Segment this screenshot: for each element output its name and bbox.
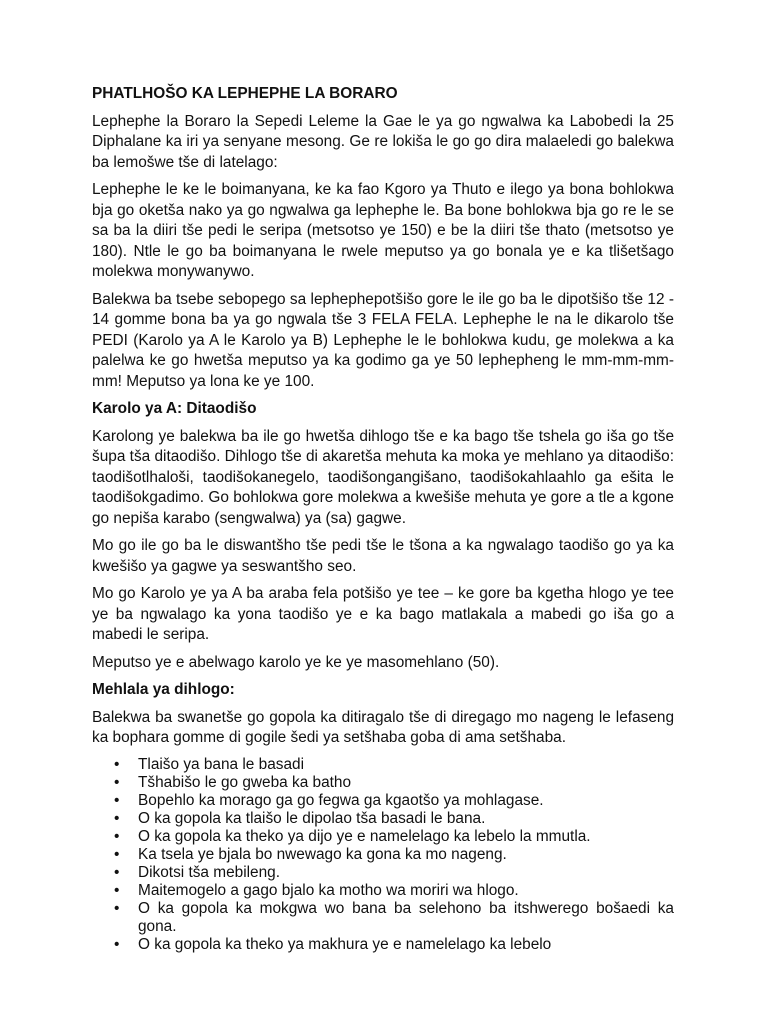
intro-paragraph-3: Balekwa ba tsebe sebopego sa lephephepotšišo gore le ile go ba le dipotšišo tše 12 - 14 gomme bona ba ya go ngwala tše 3 FELA FELA. Lephephe le na le dikarolo tše PEDI (Karolo ya A le Karolo ya B) Lephephe le le bohlokwa kudu, ge molekwa a ka palelwa ke go hwetša meputso ya ka godimo ga ye 50 lephepheng le mm-mm-mm-mm! Meputso ya lona ke ye 100. — [92, 290, 674, 390]
bullet-icon: • — [114, 881, 120, 899]
list-item-text: Ka tsela ye bjala bo nwewago ka gona ka mo nageng. — [138, 845, 507, 863]
list-item — [92, 810, 674, 828]
list-item-text: O ka gopola ka mokgwa wo bana ba selehono ba itshwerego bošaedi ka gona. — [138, 899, 674, 935]
list-item-text: O ka gopola ka theko ya makhura ye e namelelago ka lebelo — [138, 935, 552, 953]
intro-paragraph-1: Lephephe la Boraro la Sepedi Leleme la Gae le ya go ngwalwa ka Labobedi la 25 Diphalane ka iri ya senyane mesong. Ge re lokiša le go go dira malaeledi go balekwa ba lemošwe tše di latelago: — [92, 112, 674, 171]
list-item-text: O ka gopola ka theko ya dijo ye e namelelago ka lebelo la mmutla. — [138, 827, 591, 845]
section-a-heading: Karolo ya A: Ditaodišo — [92, 400, 257, 417]
topics-intro: Balekwa ba swanetše go gopola ka ditiragalo tše di diregago mo nageng le lefaseng ka bophara gomme di gogile šedi ya setšhaba goba di ama setšhaba. — [92, 708, 674, 746]
list-item — [92, 792, 674, 810]
intro-paragraph-2: Lephephe le ke le boimanyana, ke ka fao Kgoro ya Thuto e ilego ya bona bohlokwa bja go oketša nako ya go ngwalwa ga lephephe le. Ba bone bohlokwa bja go re le se sa ba la diiri tše pedi le seripa (metsotso ye 150) e be la diiri tše thato (metsotso ye 180). Ntle le go ba boimanyana le rwele meputso ya go bonala ye e ka tlišetšago molekwa monywanywo. — [92, 181, 674, 280]
list-item — [92, 882, 674, 900]
list-item — [92, 900, 674, 936]
section-a-paragraph-2: Mo go ile go ba le diswantšho tše pedi tše le tšona a ka ngwalago taodišo go ya ka kwešišo ya gagwe ya seswantšho seo. — [92, 537, 674, 575]
list-item — [92, 846, 674, 864]
bullet-icon: • — [114, 845, 120, 863]
bullet-icon: • — [114, 791, 120, 809]
bullet-icon: • — [114, 773, 120, 791]
list-item — [92, 756, 674, 774]
document-page — [92, 84, 674, 954]
bullet-icon: • — [114, 827, 120, 845]
topics-heading: Mehlala ya dihlogo: — [92, 681, 235, 698]
list-item — [92, 774, 674, 792]
list-item — [92, 936, 674, 954]
list-item-text: O ka gopola ka tlaišo le dipolao tša basadi le bana. — [138, 809, 486, 827]
list-item-text: Tlaišo ya bana le basadi — [138, 755, 304, 773]
list-item — [92, 828, 674, 846]
bullet-icon: • — [114, 863, 120, 881]
list-item-text: Maitemogelo a gago bjalo ka motho wa moriri wa hlogo. — [138, 881, 519, 899]
section-a-paragraph-3: Mo go Karolo ye ya A ba araba fela potšišo ye tee – ke gore ba kgetha hlogo ye tee ye ba ngwalago ka yona taodišo ye e ka bago matlakala a mabedi go iša go a mabedi le seripa. — [92, 585, 674, 643]
section-a-paragraph-4: Meputso ye e abelwago karolo ye ke ye masomehlano (50). — [92, 653, 500, 671]
bullet-icon: • — [114, 899, 120, 917]
section-a-paragraph-1: Karolong ye balekwa ba ile go hwetša dihlogo tše e ka bago tše tshela go iša go tše šupa tša ditaodišo. Dihlogo tše di akaretša mehuta ka moka ye mehlano ya ditaodišo: taodišotlhaloši, taodišokanegelo, taodišongangišano, taodišokahlaahlo ga ešita le taodišokgadimo. Go bohlokwa gore molekwa a kwešiše mehuta ye gore a tle a kgone go nepiša karabo (sengwalwa) ya (sa) gagwe. — [92, 427, 674, 527]
list-item-text: Dikotsi tša mebileng. — [138, 863, 280, 881]
bullet-icon: • — [114, 935, 120, 953]
document-title: PHATLHOŠO KA LEPHEPHE LA BORARO — [92, 85, 398, 102]
list-item — [92, 864, 674, 882]
topics-list — [92, 756, 674, 954]
bullet-icon: • — [114, 809, 120, 827]
list-item-text: Tšhabišo le go gweba ka batho — [138, 773, 352, 791]
list-item-text: Bopehlo ka morago ga go fegwa ga kgaotšo ya mohlagase. — [138, 791, 544, 809]
bullet-icon: • — [114, 755, 120, 773]
